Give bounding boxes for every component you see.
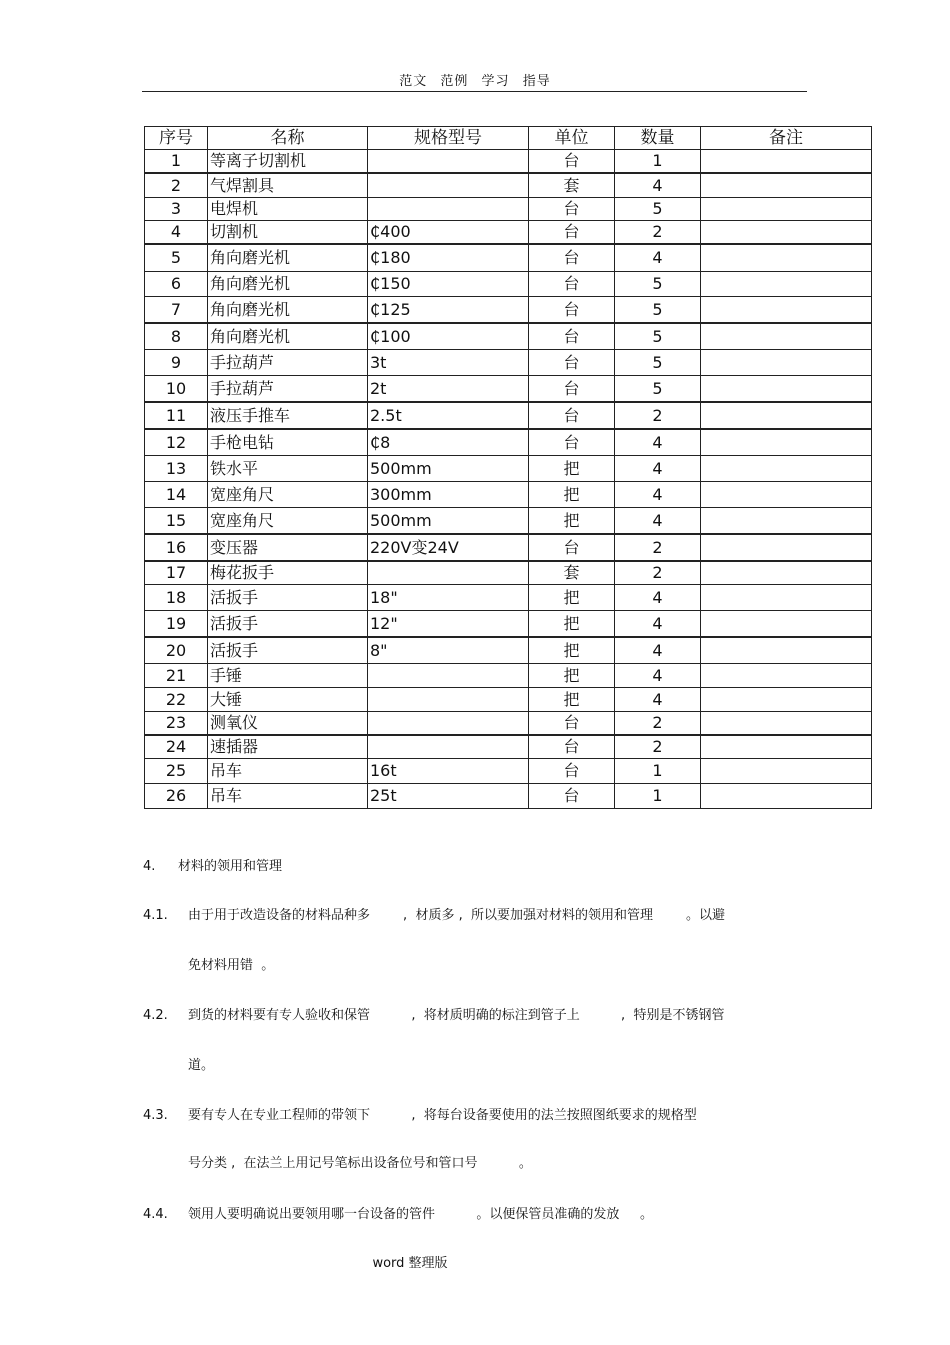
row-name: 梅花扳手 bbox=[208, 561, 368, 585]
table-row bbox=[145, 323, 872, 350]
paragraph-text: 领用人要明确说出要领用哪一台设备的管件 。以便保管员准确的发放 。 bbox=[188, 1207, 653, 1222]
row-name: 宽座角尺 bbox=[208, 482, 368, 508]
row-spec bbox=[368, 198, 529, 221]
row-name: 吊车 bbox=[208, 759, 368, 784]
row-note bbox=[701, 561, 872, 585]
table-body bbox=[145, 150, 872, 809]
row-spec: 2t bbox=[368, 376, 529, 403]
table-row bbox=[145, 482, 872, 508]
row-number: 21 bbox=[145, 664, 208, 688]
row-qty: 2 bbox=[615, 712, 701, 736]
paragraph-text: 由于用于改造设备的材料品种多 , 材质多 , 所以要加强对材料的领用和管理 。以避 bbox=[188, 908, 726, 923]
row-unit: 台 bbox=[529, 759, 615, 784]
row-number: 18 bbox=[145, 585, 208, 611]
section-number: 4. bbox=[143, 859, 156, 874]
paragraph-number: 4.4. bbox=[143, 1207, 168, 1222]
paragraph-number: 4.3. bbox=[143, 1108, 168, 1123]
row-qty: 2 bbox=[615, 221, 701, 245]
page-footer: word 整理版 bbox=[372, 1256, 448, 1271]
row-spec: 300mm bbox=[368, 482, 529, 508]
paragraph-text: 到货的材料要有专人验收和保管 , 将材质明确的标注到管子上 , 特别是不锈钢管 bbox=[188, 1008, 725, 1023]
row-name: 手拉葫芦 bbox=[208, 376, 368, 403]
row-note bbox=[701, 688, 872, 712]
row-unit: 台 bbox=[529, 402, 615, 429]
table-row bbox=[145, 402, 872, 429]
row-spec bbox=[368, 735, 529, 759]
row-name: 吊车 bbox=[208, 784, 368, 809]
row-number: 17 bbox=[145, 561, 208, 585]
row-qty: 5 bbox=[615, 297, 701, 324]
row-note bbox=[701, 759, 872, 784]
paragraph-text: 要有专人在专业工程师的带领下 , 将每台设备要使用的法兰按照图纸要求的规格型 bbox=[188, 1108, 697, 1123]
row-number: 15 bbox=[145, 508, 208, 535]
row-spec: 500mm bbox=[368, 456, 529, 482]
row-spec: 25t bbox=[368, 784, 529, 809]
row-qty: 5 bbox=[615, 376, 701, 403]
header-divider bbox=[142, 91, 807, 92]
row-name: 变压器 bbox=[208, 534, 368, 561]
row-note bbox=[701, 482, 872, 508]
paragraph-4-3-continuation: 号分类 , 在法兰上用记号笔标出设备位号和管口号 。 bbox=[188, 1156, 532, 1171]
row-note bbox=[701, 376, 872, 403]
table-row bbox=[145, 173, 872, 198]
row-name: 等离子切割机 bbox=[208, 150, 368, 174]
row-note bbox=[701, 664, 872, 688]
row-spec: ₵180 bbox=[368, 244, 529, 272]
row-number: 1 bbox=[145, 150, 208, 174]
row-spec bbox=[368, 712, 529, 736]
row-number: 19 bbox=[145, 611, 208, 638]
row-unit: 台 bbox=[529, 244, 615, 272]
row-unit: 套 bbox=[529, 561, 615, 585]
row-spec bbox=[368, 150, 529, 174]
row-note bbox=[701, 534, 872, 561]
row-spec: 8" bbox=[368, 637, 529, 664]
table-row bbox=[145, 688, 872, 712]
col-header-qty: 数量 bbox=[615, 127, 701, 150]
row-number: 6 bbox=[145, 272, 208, 297]
table-row bbox=[145, 376, 872, 403]
table-row bbox=[145, 272, 872, 297]
row-number: 11 bbox=[145, 402, 208, 429]
paragraph-number: 4.2. bbox=[143, 1008, 168, 1023]
row-unit: 把 bbox=[529, 482, 615, 508]
equipment-table bbox=[144, 126, 872, 809]
row-qty: 4 bbox=[615, 585, 701, 611]
table-row bbox=[145, 759, 872, 784]
row-qty: 4 bbox=[615, 429, 701, 456]
paragraph-4-1-continuation: 免材料用错 。 bbox=[188, 958, 275, 973]
table-row bbox=[145, 198, 872, 221]
row-qty: 1 bbox=[615, 150, 701, 174]
row-unit: 台 bbox=[529, 376, 615, 403]
row-number: 2 bbox=[145, 173, 208, 198]
row-qty: 2 bbox=[615, 735, 701, 759]
row-unit: 台 bbox=[529, 221, 615, 245]
paragraph-4-4 bbox=[143, 1208, 653, 1221]
row-name: 宽座角尺 bbox=[208, 508, 368, 535]
row-note bbox=[701, 221, 872, 245]
row-name: 速插器 bbox=[208, 735, 368, 759]
table-row bbox=[145, 712, 872, 736]
paragraph-4-1 bbox=[143, 909, 725, 922]
row-note bbox=[701, 784, 872, 809]
table-row bbox=[145, 350, 872, 376]
row-qty: 1 bbox=[615, 759, 701, 784]
row-unit: 把 bbox=[529, 688, 615, 712]
row-spec: 18" bbox=[368, 585, 529, 611]
row-spec: 16t bbox=[368, 759, 529, 784]
row-number: 9 bbox=[145, 350, 208, 376]
row-name: 铁水平 bbox=[208, 456, 368, 482]
row-spec bbox=[368, 664, 529, 688]
row-number: 23 bbox=[145, 712, 208, 736]
row-unit: 把 bbox=[529, 456, 615, 482]
row-number: 13 bbox=[145, 456, 208, 482]
row-number: 12 bbox=[145, 429, 208, 456]
col-header-no: 序号 bbox=[145, 127, 208, 150]
row-number: 26 bbox=[145, 784, 208, 809]
row-unit: 台 bbox=[529, 784, 615, 809]
row-name: 手枪电钻 bbox=[208, 429, 368, 456]
row-spec: 2.5t bbox=[368, 402, 529, 429]
row-note bbox=[701, 198, 872, 221]
row-spec bbox=[368, 561, 529, 585]
row-name: 电焊机 bbox=[208, 198, 368, 221]
section-title: 材料的领用和管理 bbox=[178, 859, 283, 874]
row-unit: 把 bbox=[529, 664, 615, 688]
row-qty: 4 bbox=[615, 244, 701, 272]
paragraph-4-3 bbox=[143, 1109, 697, 1122]
table-header-row bbox=[145, 127, 872, 150]
row-unit: 套 bbox=[529, 173, 615, 198]
row-unit: 把 bbox=[529, 585, 615, 611]
col-header-spec: 规格型号 bbox=[368, 127, 529, 150]
table-row bbox=[145, 561, 872, 585]
row-number: 4 bbox=[145, 221, 208, 245]
row-name: 切割机 bbox=[208, 221, 368, 245]
paragraph-4-2-continuation: 道。 bbox=[188, 1058, 215, 1073]
row-qty: 2 bbox=[615, 561, 701, 585]
table-row bbox=[145, 637, 872, 664]
row-spec: 500mm bbox=[368, 508, 529, 535]
row-name: 角向磨光机 bbox=[208, 244, 368, 272]
row-spec: 3t bbox=[368, 350, 529, 376]
row-unit: 台 bbox=[529, 297, 615, 324]
row-unit: 台 bbox=[529, 429, 615, 456]
row-qty: 5 bbox=[615, 272, 701, 297]
row-name: 测氧仪 bbox=[208, 712, 368, 736]
table-row bbox=[145, 150, 872, 174]
row-unit: 台 bbox=[529, 323, 615, 350]
row-name: 角向磨光机 bbox=[208, 323, 368, 350]
row-qty: 4 bbox=[615, 637, 701, 664]
row-unit: 台 bbox=[529, 198, 615, 221]
row-note bbox=[701, 429, 872, 456]
row-spec: ₵150 bbox=[368, 272, 529, 297]
row-number: 8 bbox=[145, 323, 208, 350]
row-name: 活扳手 bbox=[208, 611, 368, 638]
row-qty: 4 bbox=[615, 456, 701, 482]
table-row bbox=[145, 735, 872, 759]
col-header-unit: 单位 bbox=[529, 127, 615, 150]
row-note bbox=[701, 323, 872, 350]
row-unit: 把 bbox=[529, 508, 615, 535]
row-spec: 12" bbox=[368, 611, 529, 638]
row-note bbox=[701, 456, 872, 482]
row-qty: 5 bbox=[615, 198, 701, 221]
row-note bbox=[701, 244, 872, 272]
table-row bbox=[145, 297, 872, 324]
row-qty: 4 bbox=[615, 611, 701, 638]
row-spec: ₵8 bbox=[368, 429, 529, 456]
table-row bbox=[145, 244, 872, 272]
row-name: 活扳手 bbox=[208, 637, 368, 664]
row-qty: 2 bbox=[615, 402, 701, 429]
row-qty: 1 bbox=[615, 784, 701, 809]
row-note bbox=[701, 297, 872, 324]
row-unit: 台 bbox=[529, 272, 615, 297]
row-name: 大锤 bbox=[208, 688, 368, 712]
row-qty: 4 bbox=[615, 173, 701, 198]
row-unit: 台 bbox=[529, 534, 615, 561]
row-unit: 台 bbox=[529, 735, 615, 759]
row-number: 20 bbox=[145, 637, 208, 664]
table-row bbox=[145, 456, 872, 482]
row-number: 5 bbox=[145, 244, 208, 272]
row-number: 14 bbox=[145, 482, 208, 508]
row-note bbox=[701, 150, 872, 174]
row-number: 3 bbox=[145, 198, 208, 221]
section-heading bbox=[143, 860, 282, 873]
row-note bbox=[701, 735, 872, 759]
row-note bbox=[701, 272, 872, 297]
row-unit: 把 bbox=[529, 611, 615, 638]
row-name: 气焊割具 bbox=[208, 173, 368, 198]
col-header-name: 名称 bbox=[208, 127, 368, 150]
row-note bbox=[701, 350, 872, 376]
row-note bbox=[701, 402, 872, 429]
row-qty: 4 bbox=[615, 508, 701, 535]
row-name: 角向磨光机 bbox=[208, 272, 368, 297]
row-spec: 220V变24V bbox=[368, 534, 529, 561]
row-number: 16 bbox=[145, 534, 208, 561]
paragraph-number: 4.1. bbox=[143, 908, 168, 923]
col-header-note: 备注 bbox=[701, 127, 872, 150]
row-qty: 4 bbox=[615, 664, 701, 688]
table-row bbox=[145, 664, 872, 688]
table-row bbox=[145, 429, 872, 456]
row-unit: 把 bbox=[529, 637, 615, 664]
row-unit: 台 bbox=[529, 350, 615, 376]
row-number: 24 bbox=[145, 735, 208, 759]
row-number: 22 bbox=[145, 688, 208, 712]
table-row bbox=[145, 508, 872, 535]
row-spec bbox=[368, 688, 529, 712]
row-note bbox=[701, 611, 872, 638]
table-row bbox=[145, 585, 872, 611]
row-spec: ₵125 bbox=[368, 297, 529, 324]
row-name: 角向磨光机 bbox=[208, 297, 368, 324]
row-number: 7 bbox=[145, 297, 208, 324]
row-qty: 4 bbox=[615, 482, 701, 508]
table-row bbox=[145, 784, 872, 809]
row-spec bbox=[368, 173, 529, 198]
row-note bbox=[701, 637, 872, 664]
paragraph-4-2 bbox=[143, 1009, 724, 1022]
table-row bbox=[145, 221, 872, 245]
row-name: 手拉葫芦 bbox=[208, 350, 368, 376]
row-note bbox=[701, 173, 872, 198]
row-qty: 5 bbox=[615, 350, 701, 376]
table-row bbox=[145, 611, 872, 638]
row-note bbox=[701, 712, 872, 736]
row-name: 活扳手 bbox=[208, 585, 368, 611]
row-number: 25 bbox=[145, 759, 208, 784]
row-name: 液压手推车 bbox=[208, 402, 368, 429]
row-note bbox=[701, 508, 872, 535]
row-spec: ₵100 bbox=[368, 323, 529, 350]
row-note bbox=[701, 585, 872, 611]
page-header: 范文 范例 学习 指导 bbox=[399, 74, 551, 89]
row-unit: 台 bbox=[529, 712, 615, 736]
row-number: 10 bbox=[145, 376, 208, 403]
row-qty: 2 bbox=[615, 534, 701, 561]
row-qty: 4 bbox=[615, 688, 701, 712]
row-name: 手锤 bbox=[208, 664, 368, 688]
row-qty: 5 bbox=[615, 323, 701, 350]
row-spec: ₵400 bbox=[368, 221, 529, 245]
table-row bbox=[145, 534, 872, 561]
row-unit: 台 bbox=[529, 150, 615, 174]
